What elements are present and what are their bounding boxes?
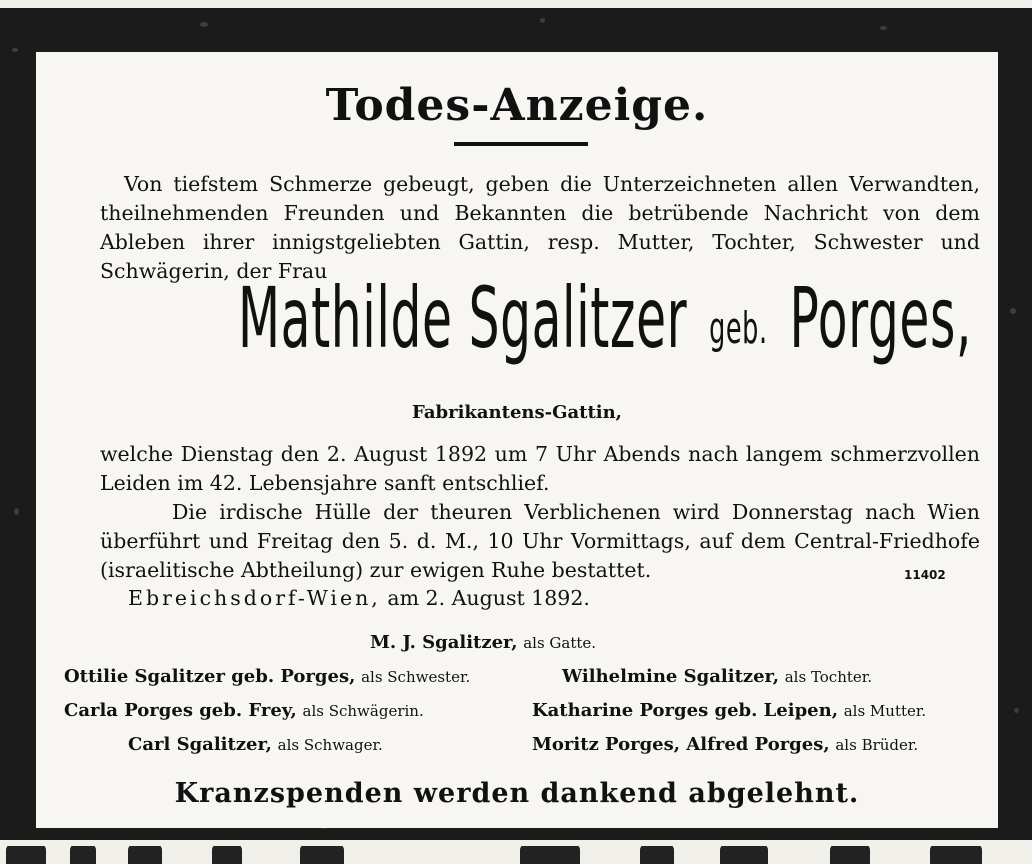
title-underline (454, 142, 588, 146)
signatory-relation: als Tochter. (784, 668, 873, 686)
signatory-relation: als Schwägerin. (302, 702, 424, 720)
reference-number: 11402 (904, 568, 946, 582)
deceased-title: Fabrikantens-Gattin, (412, 402, 622, 423)
notice-title: Todes-Anzeige. (325, 80, 709, 131)
signatory-relation: als Schwager. (277, 736, 383, 754)
signatory-relation: als Gatte. (523, 634, 597, 652)
signatory (64, 666, 470, 687)
signatory-name: M. J. Sgalitzer, (370, 632, 518, 653)
signatory (532, 734, 918, 755)
signatory-name: Carla Porges geb. Frey, (64, 700, 297, 721)
next-article-fragment (0, 846, 1032, 864)
footer-note: Kranzspenden werden dankend abgelehnt. (174, 778, 860, 809)
signatory-name: Wilhelmine Sgalitzer, (562, 666, 779, 687)
burial-paragraph: Die irdische Hülle der theuren Verblichenen wird Donnerstag nach Wien überführt und Freitag den 5. d. M., 10 Uhr Vormittags, auf dem Central-Friedhofe (israelitische Abtheilung) zur ewigen Ruhe bestattet. (100, 500, 980, 582)
deceased-geb: geb. (709, 303, 768, 354)
deceased-maiden-name: Porges, (789, 269, 972, 367)
place-date-line (128, 586, 590, 610)
signatory-relation: als Mutter. (843, 702, 927, 720)
signatory-relation: als Schwester. (361, 668, 471, 686)
signatory-name: Ottilie Sgalitzer geb. Porges, (64, 666, 356, 687)
signatory-name: Moritz Porges, Alfred Porges, (532, 734, 830, 755)
deceased-first-name: Mathilde Sgalitzer (238, 269, 688, 367)
signatory-relation: als Brüder. (835, 736, 919, 754)
notice-date: am 2. August 1892. (387, 586, 590, 610)
signatory-name: Katharine Porges geb. Leipen, (532, 700, 838, 721)
intro-paragraph: Von tiefstem Schmerze gebeugt, geben die Unterzeichneten allen Verwandten, theilnehmenden Freunden und Bekannten die betrübende Nachricht von dem Ableben ihrer innigstgeliebten Gattin, resp. Mutter, Tochter, Schwester und Schwägerin, der Frau (100, 172, 980, 283)
signatory (532, 700, 926, 721)
signatory (64, 700, 424, 721)
mourning-border (0, 8, 1032, 840)
signatory (370, 632, 596, 653)
signatory (128, 734, 383, 755)
notice-panel (36, 52, 998, 828)
place-name: Ebreichsdorf-Wien, (128, 586, 381, 610)
death-paragraph: welche Dienstag den 2. August 1892 um 7 Uhr Abends nach langem schmerzvollen Leiden im 42. Lebensjahre sanft entschlief. (100, 442, 980, 495)
deceased-name (238, 269, 972, 377)
signatory (562, 666, 872, 687)
signatory-name: Carl Sgalitzer, (128, 734, 272, 755)
